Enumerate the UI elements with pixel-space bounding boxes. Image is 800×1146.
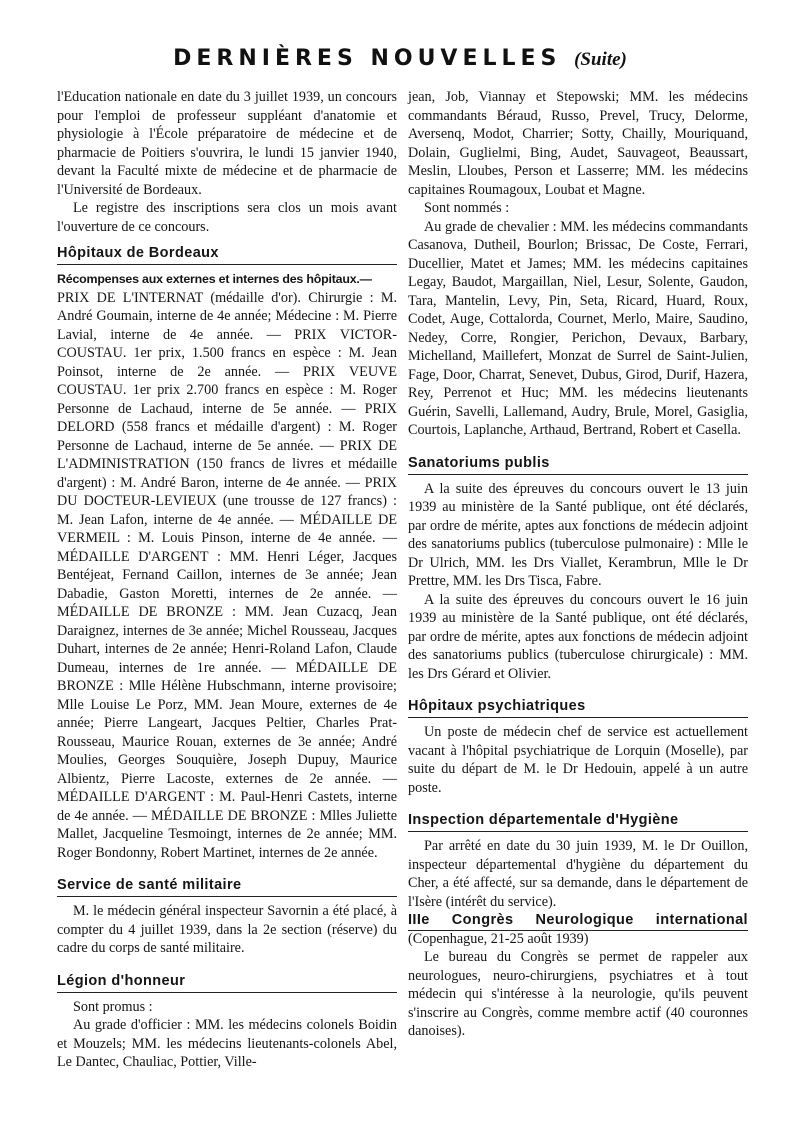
legion-continued: jean, Job, Viannay et Stepowski; MM. les médecins commandants Béraud, Russo, Prevel, Trucy, Delorme, Aversenq, Modot, Charrier; Sotty, Chailly, Mouriquand, Dolain, Guglielmi, Bing, Audet, Sauvageot, Beaussart, Meslin, Lloubes, Person et Lasserre; MM. les médecins capitaines Roumagoux, Loubat et Magne. (408, 89, 748, 198)
sanatoriums-paragraph-2: A la suite des épreuves du concours ouvert le 16 juin 1939 au ministère de la Santé publique, ont été déclarés, par ordre de mérite, aptes aux fonctions de médecin adjoint des sanatoriums publics (tuberculose chirurgicale) : MM. les Drs Gérard et Olivier. (408, 591, 748, 682)
congres-heading-tail: (Copenhague, 21-25 août 1939) (408, 930, 589, 947)
section-heading-congres-wrap (408, 911, 748, 948)
legion-chevalier: Au grade de chevalier : MM. les médecins commandants Casanova, Dutheil, Bourlon; Brissac, De Coste, Ferrari, Ducellier, Matet et James; MM. les médecins capitaines Legay, Baudot, Margaillan, Niel, Lesur, Solente, Gaudon, Tara, Mantelin, Levy, Pin, Seta, Ricard, Huard, Roux, Codet, Auge, Cottalorda, Cournet, Merlo, Maire, Saudino, Nedey, Corre, Rongier, Perichon, Devaux, Barbary, Michelland, Maillefert, Monzat de Surrel de Saint-Julien, Fage, Door, Charrat, Senevet, Dubus, Girod, Durif, Hazera, Rey, Perrenot et Huc; MM. les médecins lieutenants Guérin, Savelli, Lallemand, Audry, Brule, Morel, Gasiglia, Courtois, Laplanche, Arthaud, Bertrand, Robert et Casella. (408, 218, 748, 438)
section-subheading: Récompenses aux externes et internes des hôpitaux.— (57, 272, 372, 286)
page-title-suite: (Suite) (574, 49, 627, 70)
congres-body: Le bureau du Congrès se permet de rappeler aux neurologues, neuro-chirurgiens, psychiatres et à tout médecin qui s'intéresse à la neurologie, qu'ils peuvent s'inscrire au Congrès, comme membre actif (40 couronnes danoises). (408, 949, 748, 1039)
section-heading-sante-militaire: Service de santé militaire (57, 876, 397, 897)
left-column (57, 88, 397, 1072)
psychiatriques-body: Un poste de médecin chef de service est actuellement vacant à l'hôpital psychiatrique de Lorquin (Moselle), par suite du départ de M. le Dr Hedouin, appelé à un autre poste. (408, 724, 748, 796)
intro-paragraph: l'Education nationale en date du 3 juillet 1939, un concours pour l'emploi de professeur suppléant d'anatomie et physiologie à l'École préparatoire de médecine et de pharmacie de Poitiers s'ouvrira, le lundi 15 janvier 1940, devant la Faculté mixte de médecine et de pharmacie de l'Université de Bordeaux. (57, 89, 397, 198)
section-body-hopitaux: PRIX DE L'INTERNAT (médaille d'or). Chirurgie : M. André Goumain, interne de 4e année; Médecine : M. Pierre Lavial, interne de 4e année. — PRIX VICTOR-COUSTAU. 1er prix, 1.500 francs en espèce : M. Jean Poinsot, interne de 2e année. — PRIX VEUVE COUSTAU. 1er prix 2.700 francs en espèce : M. Roger Personne de Lachaud, interne de 5e année. — PRIX DELORD (558 francs et médaille d'argent) : M. Roger Personne de Lachaud, interne de 5e année. — PRIX DE L'ADMINISTRATION (150 francs de livres et médaille d'argent) : M. André Baron, interne de 4e année. — PRIX DU DOCTEUR-LEVIEUX (une trousse de 127 francs) : M. Jean Lafon, interne de 4e année. — MÉDAILLE DE VERMEIL : M. Louis Pinson, interne de 4e année. — MÉDAILLE D'ARGENT : MM. Henri Léger, Jacques Bentéjeat, Fernand Caillon, internes de 3e année; Jean Dabadie, Gaston Moretti, internes de 2e année. — MÉDAILLE DE BRONZE : MM. Jean Cuzacq, Jean Daraignez, internes de 3e année; Michel Rousseau, Jacques Duhart, internes de 2e année; Henri-Roland Lafon, Claude Dumeau, internes de 1re année. — MÉDAILLE DE BRONZE : Mlle Hélène Hubschmann, interne provisoire; Mlle Louise Le Porz, MM. Jean Moure, externes de 4e année; Pierre Langeart, Jacques Peltier, Charles Prat-Rousseau, Maurice Rouan, externes de 3e année; André Moulies, Georges Souquière, Joseph Dupuy, Maurice Albientz, Pierre Lacoste, externes de 2e année. — MÉDAILLE D'ARGENT : M. Paul-Henri Castets, interne de 4e année. — MÉDAILLE DE BRONZE : Mlles Juliette Mallet, Jacqueline Tesmoingt, internes de 2e année; MM. Roger Bondonny, Robert Martinet, internes de 2e année. (57, 289, 397, 861)
section-heading-sanatoriums: Sanatoriums publis (408, 454, 748, 475)
section-heading-congres: IIIe Congrès Neurologique international (408, 912, 748, 931)
legion-officier: Au grade d'officier : MM. les médecins colonels Boidin et Mouzels; MM. les médecins lieutenants-colonels Abel, Le Dantec, Chauliac, Pottier, Ville- (57, 1017, 397, 1070)
legion-promus: Sont promus : (73, 998, 153, 1015)
section-heading-inspection-hygiene: Inspection départementale d'Hygiène (408, 811, 748, 832)
right-column (408, 88, 748, 1041)
sanatoriums-paragraph-1: A la suite des épreuves du concours ouvert le 13 juin 1939 au ministère de la Santé publique, ont été déclarés, par ordre de mérite, aptes aux fonctions de médecin adjoint des sanatoriums publics (tuberculose pulmonaire) : Mlle le Dr Ulrich, MM. les Drs Viallet, Kerambrun, Mlle le Dr Prettre, MM. les Drs Tisca, Fabre. (408, 480, 748, 589)
legion-nommes: Sont nommés : (424, 200, 510, 216)
page-title: DERNIÈRES NOUVELLES (173, 46, 562, 71)
section-heading-legion-honneur: Légion d'honneur (57, 972, 397, 993)
section-heading-hopitaux-psychiatriques: Hôpitaux psychiatriques (408, 697, 748, 718)
intro-paragraph-2: Le registre des inscriptions sera clos un mois avant l'ouverture de ce concours. (57, 200, 397, 235)
inspection-body: Par arrêté en date du 30 juin 1939, M. le Dr Ouillon, inspecteur départemental d'hygiène du département du Cher, a été affecté, sur sa demande, dans le département de l'Isère (intérêt du service). (408, 838, 748, 910)
section-heading-hopitaux-bordeaux: Hôpitaux de Bordeaux (57, 244, 397, 265)
page-header (0, 46, 800, 71)
section-body-sante: M. le médecin général inspecteur Savornin a été placé, à compter du 4 juillet 1939, dans la 2e section (réserve) du cadre du corps de santé militaire. (57, 903, 397, 956)
